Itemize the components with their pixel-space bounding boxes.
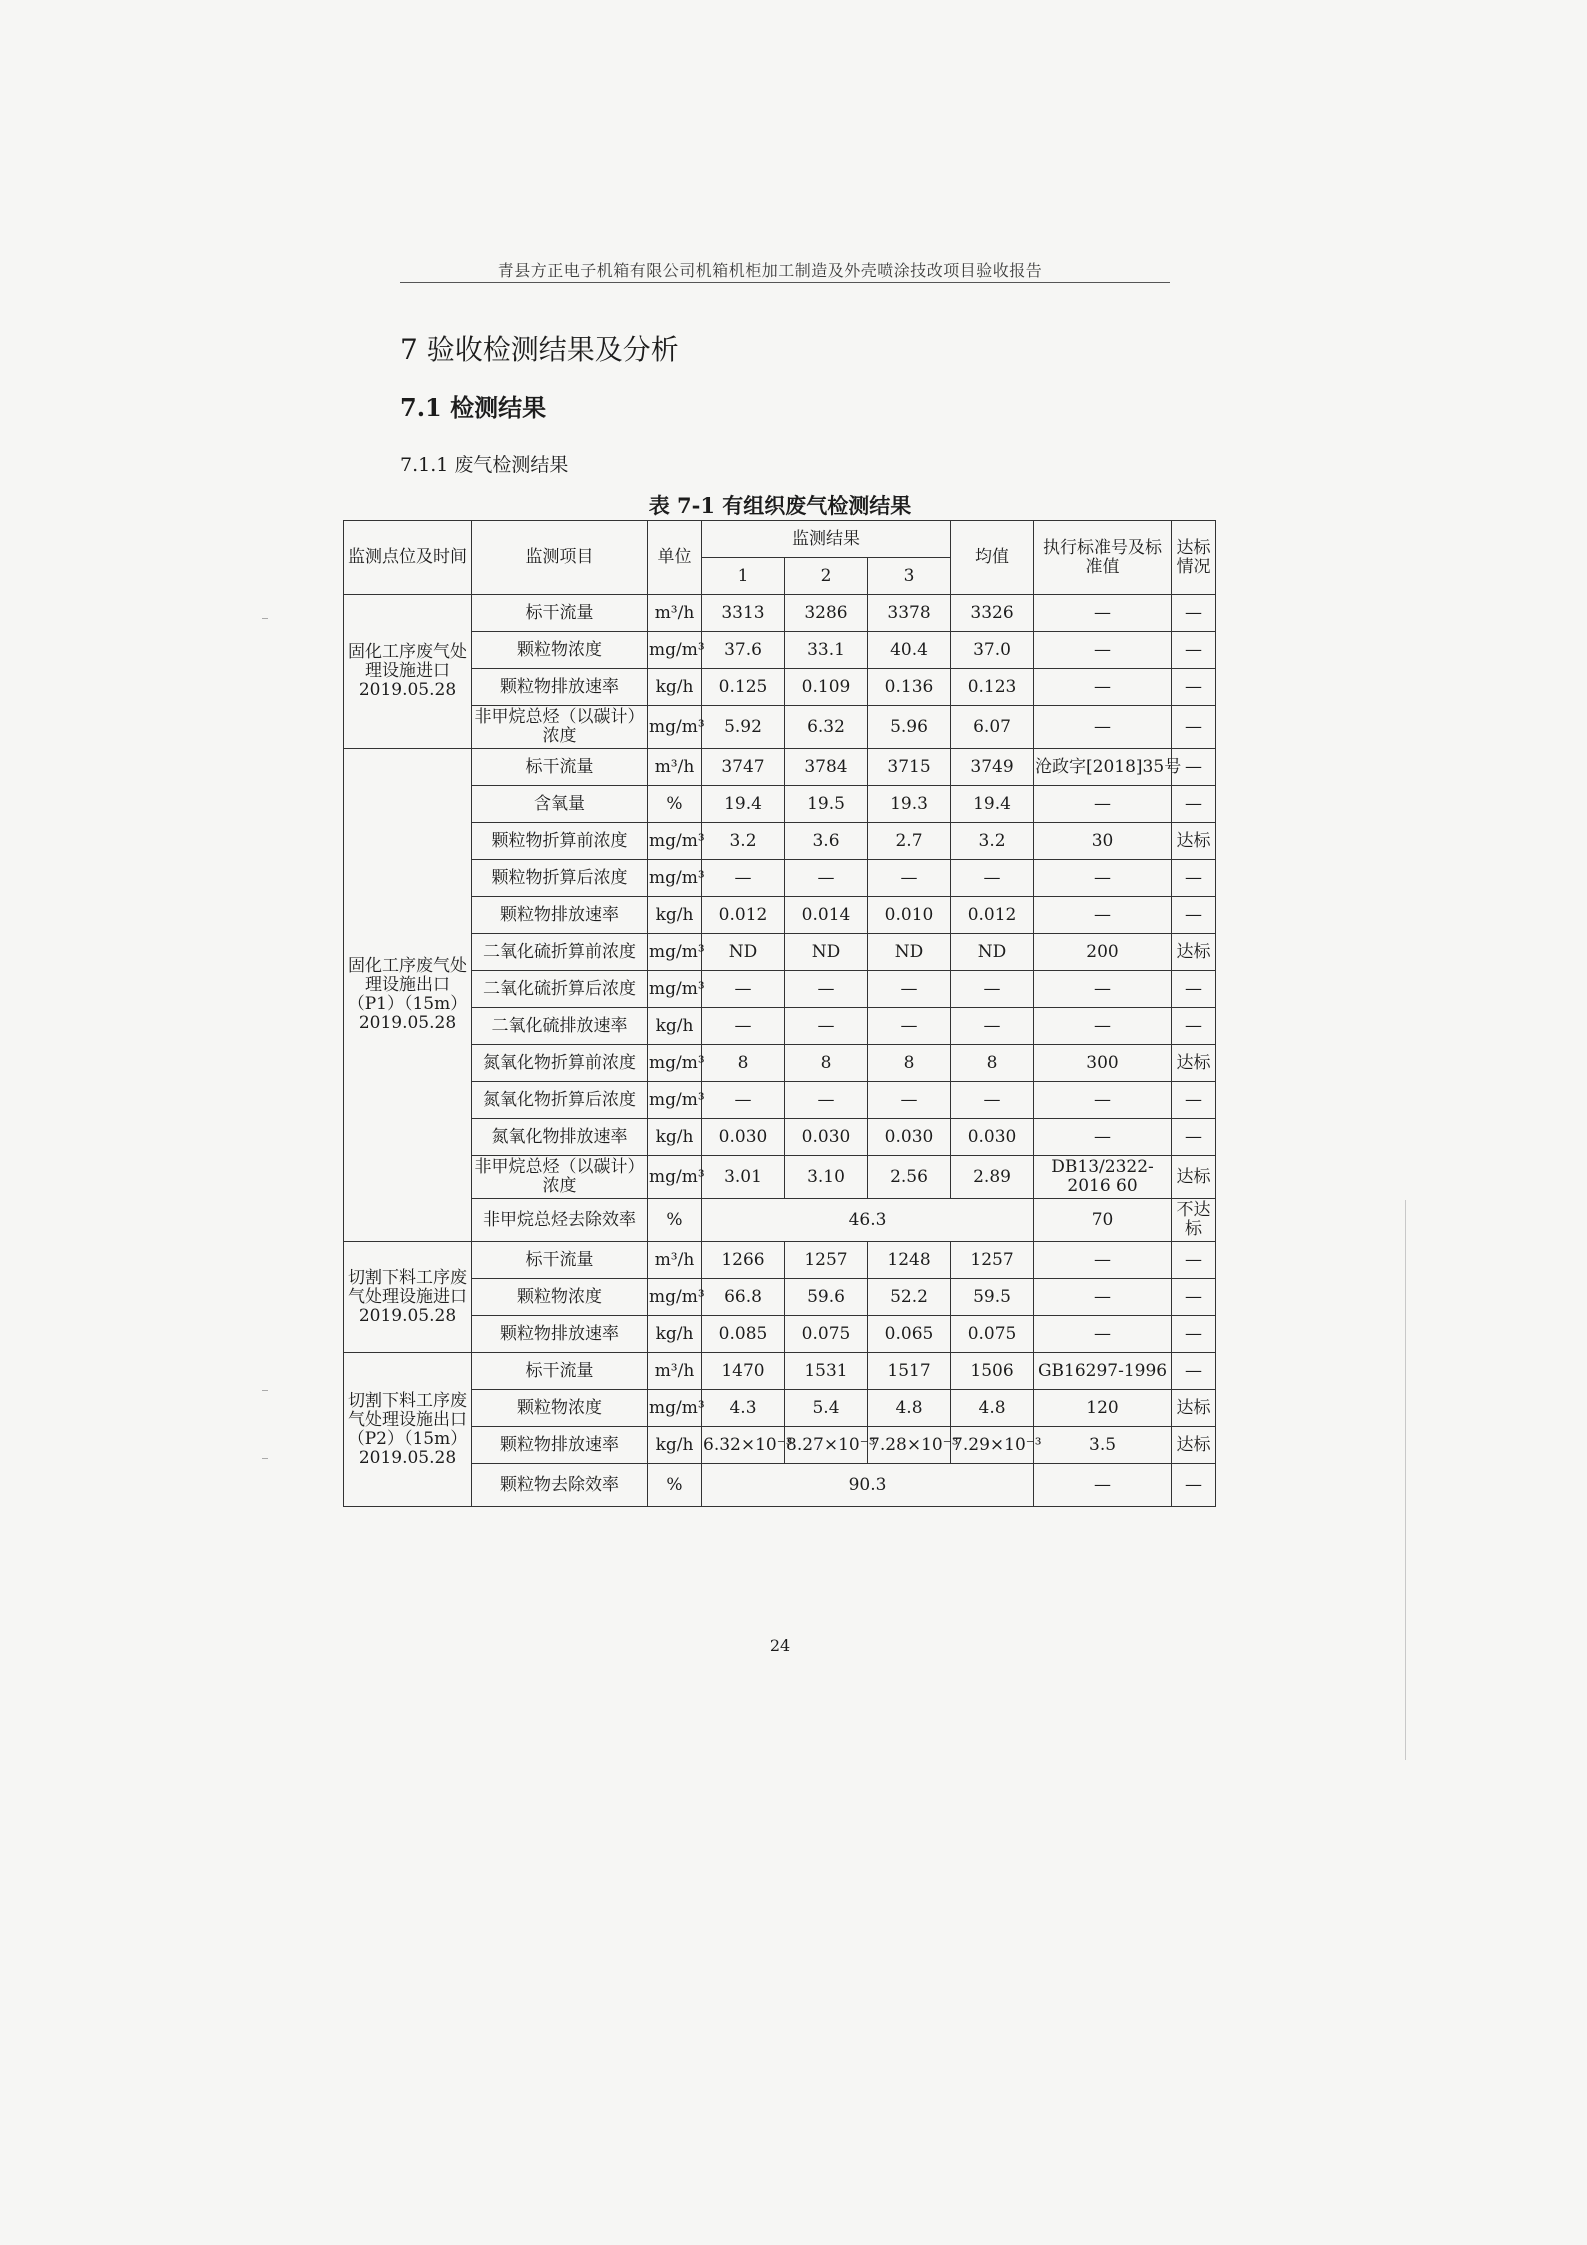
header-standard: 执行标准号及标准值 [1034, 521, 1172, 595]
standard-cell: — [1034, 1316, 1172, 1353]
compliance-cell: — [1172, 669, 1216, 706]
result-3-cell: — [868, 860, 951, 897]
standard-cell: — [1034, 669, 1172, 706]
result-3-cell: 40.4 [868, 632, 951, 669]
result-1-cell: 3.2 [702, 823, 785, 860]
result-1-cell: 3747 [702, 749, 785, 786]
unit-cell: mg/m³ [648, 706, 702, 749]
item-cell: 二氧化硫折算前浓度 [472, 934, 648, 971]
standard-cell: — [1034, 1119, 1172, 1156]
standard-cell: — [1034, 1242, 1172, 1279]
result-1-cell: 1266 [702, 1242, 785, 1279]
average-cell: 59.5 [951, 1279, 1034, 1316]
unit-cell: % [648, 786, 702, 823]
table-row [344, 1082, 1216, 1119]
unit-cell: mg/m³ [648, 1045, 702, 1082]
item-cell: 非甲烷总烃（以碳计）浓度 [472, 706, 648, 749]
location-cell: 切割下料工序废气处理设施进口2019.05.28 [344, 1242, 472, 1353]
header-compliance: 达标情况 [1172, 521, 1216, 595]
unit-cell: kg/h [648, 1427, 702, 1464]
average-cell: ND [951, 934, 1034, 971]
header-location: 监测点位及时间 [344, 521, 472, 595]
result-2-cell: 33.1 [785, 632, 868, 669]
page-number: 24 [769, 1636, 791, 1655]
result-2-cell: ND [785, 934, 868, 971]
result-1-cell: 19.4 [702, 786, 785, 823]
result-2-cell: 3784 [785, 749, 868, 786]
unit-cell: % [648, 1199, 702, 1242]
result-3-cell: 0.030 [868, 1119, 951, 1156]
header-unit: 单位 [648, 521, 702, 595]
header-rule [400, 282, 1170, 283]
compliance-cell: — [1172, 749, 1216, 786]
item-cell: 氮氧化物排放速率 [472, 1119, 648, 1156]
result-2-cell: — [785, 860, 868, 897]
average-cell: 4.8 [951, 1390, 1034, 1427]
result-1-cell: 8 [702, 1045, 785, 1082]
standard-cell: — [1034, 632, 1172, 669]
result-1-cell: 66.8 [702, 1279, 785, 1316]
result-2-cell: 0.075 [785, 1316, 868, 1353]
unit-cell: kg/h [648, 1316, 702, 1353]
average-cell: 3326 [951, 595, 1034, 632]
compliance-cell: — [1172, 1082, 1216, 1119]
average-cell: — [951, 971, 1034, 1008]
result-2-cell: — [785, 1082, 868, 1119]
average-cell: 3749 [951, 749, 1034, 786]
compliance-cell: — [1172, 1119, 1216, 1156]
average-cell: 19.4 [951, 786, 1034, 823]
header-average: 均值 [951, 521, 1034, 595]
standard-cell: — [1034, 1082, 1172, 1119]
compliance-cell: 达标 [1172, 934, 1216, 971]
compliance-cell: — [1172, 1242, 1216, 1279]
unit-cell: mg/m³ [648, 860, 702, 897]
table-row [344, 1242, 1216, 1279]
compliance-cell: — [1172, 897, 1216, 934]
result-2-cell: 8 [785, 1045, 868, 1082]
standard-cell: — [1034, 706, 1172, 749]
result-2-cell: 1257 [785, 1242, 868, 1279]
result-3-cell: 4.8 [868, 1390, 951, 1427]
unit-cell: m³/h [648, 749, 702, 786]
unit-cell: m³/h [648, 1242, 702, 1279]
compliance-cell: 不达标 [1172, 1199, 1216, 1242]
item-cell: 标干流量 [472, 595, 648, 632]
unit-cell: mg/m³ [648, 632, 702, 669]
compliance-cell: — [1172, 595, 1216, 632]
unit-cell: mg/m³ [648, 1279, 702, 1316]
item-cell: 二氧化硫折算后浓度 [472, 971, 648, 1008]
table-row [344, 860, 1216, 897]
item-cell: 含氧量 [472, 786, 648, 823]
compliance-cell: — [1172, 971, 1216, 1008]
average-cell: 7.29×10⁻³ [951, 1427, 1034, 1464]
standard-cell: — [1034, 1279, 1172, 1316]
compliance-cell: 达标 [1172, 1156, 1216, 1199]
table-row [344, 934, 1216, 971]
result-3-cell: 5.96 [868, 706, 951, 749]
subsubsection-title: 7.1.1 废气检测结果 [400, 454, 569, 476]
standard-cell: — [1034, 1008, 1172, 1045]
average-cell: 8 [951, 1045, 1034, 1082]
result-1-cell: 0.125 [702, 669, 785, 706]
standard-cell: — [1034, 786, 1172, 823]
average-cell: 0.123 [951, 669, 1034, 706]
subsection-title: 7.1 检测结果 [400, 393, 547, 422]
item-cell: 颗粒物排放速率 [472, 897, 648, 934]
unit-cell: kg/h [648, 1008, 702, 1045]
compliance-cell: — [1172, 1353, 1216, 1390]
table-row [344, 1464, 1216, 1507]
location-cell: 固化工序废气处理设施出口（P1）（15m）2019.05.28 [344, 749, 472, 1242]
table-row [344, 786, 1216, 823]
result-2-cell: 3.10 [785, 1156, 868, 1199]
average-cell: 1257 [951, 1242, 1034, 1279]
compliance-cell: — [1172, 632, 1216, 669]
unit-cell: % [648, 1464, 702, 1507]
average-cell: — [951, 860, 1034, 897]
standard-cell: 3.5 [1034, 1427, 1172, 1464]
emissions-table [343, 520, 1216, 1507]
result-1-cell: 4.3 [702, 1390, 785, 1427]
standard-cell: 30 [1034, 823, 1172, 860]
page-header: 青县方正电子机箱有限公司机箱机柜加工制造及外壳喷涂技改项目验收报告 [497, 261, 1043, 280]
standard-cell: DB13/2322-2016 60 [1034, 1156, 1172, 1199]
result-1-cell: ND [702, 934, 785, 971]
result-3-cell: ND [868, 934, 951, 971]
result-2-cell: 1531 [785, 1353, 868, 1390]
unit-cell: mg/m³ [648, 823, 702, 860]
table-row [344, 1353, 1216, 1390]
table-row [344, 1156, 1216, 1199]
unit-cell: mg/m³ [648, 1082, 702, 1119]
compliance-cell: — [1172, 1464, 1216, 1507]
unit-cell: m³/h [648, 595, 702, 632]
unit-cell: mg/m³ [648, 1156, 702, 1199]
compliance-cell: — [1172, 1279, 1216, 1316]
unit-cell: kg/h [648, 897, 702, 934]
result-3-cell: — [868, 1082, 951, 1119]
average-cell: 2.89 [951, 1156, 1034, 1199]
compliance-cell: 达标 [1172, 1045, 1216, 1082]
result-3-cell: 52.2 [868, 1279, 951, 1316]
item-cell: 二氧化硫排放速率 [472, 1008, 648, 1045]
merged-result-cell: 46.3 [702, 1199, 1034, 1242]
unit-cell: mg/m³ [648, 1390, 702, 1427]
standard-cell: — [1034, 595, 1172, 632]
table-caption: 表 7-1 有组织废气检测结果 [648, 493, 912, 518]
average-cell: 0.075 [951, 1316, 1034, 1353]
header-results: 监测结果 [702, 521, 951, 558]
standard-cell: — [1034, 971, 1172, 1008]
table-row [344, 1119, 1216, 1156]
item-cell: 氮氧化物折算后浓度 [472, 1082, 648, 1119]
standard-cell: 沧政字[2018]35号 [1034, 749, 1172, 786]
scan-mark [262, 618, 268, 619]
average-cell: 0.012 [951, 897, 1034, 934]
item-cell: 标干流量 [472, 1242, 648, 1279]
compliance-cell: — [1172, 1316, 1216, 1353]
location-cell: 切割下料工序废气处理设施出口（P2）（15m）2019.05.28 [344, 1353, 472, 1507]
table-row [344, 1316, 1216, 1353]
standard-cell: 120 [1034, 1390, 1172, 1427]
result-2-cell: 5.4 [785, 1390, 868, 1427]
standard-cell: GB16297-1996 [1034, 1353, 1172, 1390]
result-3-cell: 2.56 [868, 1156, 951, 1199]
item-cell: 颗粒物排放速率 [472, 1316, 648, 1353]
header-result-2: 2 [785, 558, 868, 595]
result-3-cell: 19.3 [868, 786, 951, 823]
scan-edge-line [1405, 1200, 1406, 1760]
result-3-cell: — [868, 971, 951, 1008]
standard-cell: 70 [1034, 1199, 1172, 1242]
result-1-cell: — [702, 971, 785, 1008]
item-cell: 非甲烷总烃（以碳计）浓度 [472, 1156, 648, 1199]
item-cell: 颗粒物浓度 [472, 1279, 648, 1316]
table-row [344, 1279, 1216, 1316]
result-3-cell: 3715 [868, 749, 951, 786]
average-cell: 6.07 [951, 706, 1034, 749]
table-row [344, 823, 1216, 860]
result-1-cell: 37.6 [702, 632, 785, 669]
result-3-cell: 7.28×10⁻³ [868, 1427, 951, 1464]
average-cell: — [951, 1008, 1034, 1045]
table-row [344, 595, 1216, 632]
result-1-cell: — [702, 1008, 785, 1045]
result-3-cell: 3378 [868, 595, 951, 632]
item-cell: 颗粒物排放速率 [472, 1427, 648, 1464]
average-cell: — [951, 1082, 1034, 1119]
unit-cell: m³/h [648, 1353, 702, 1390]
table-row [344, 749, 1216, 786]
table-row [344, 706, 1216, 749]
result-1-cell: 0.012 [702, 897, 785, 934]
unit-cell: mg/m³ [648, 971, 702, 1008]
result-2-cell: 8.27×10⁻³ [785, 1427, 868, 1464]
standard-cell: — [1034, 1464, 1172, 1507]
table-row [344, 632, 1216, 669]
result-1-cell: 3.01 [702, 1156, 785, 1199]
item-cell: 非甲烷总烃去除效率 [472, 1199, 648, 1242]
location-cell: 固化工序废气处理设施进口2019.05.28 [344, 595, 472, 749]
standard-cell: — [1034, 897, 1172, 934]
item-cell: 颗粒物浓度 [472, 632, 648, 669]
unit-cell: kg/h [648, 1119, 702, 1156]
unit-cell: mg/m³ [648, 934, 702, 971]
table-row [344, 669, 1216, 706]
table-row [344, 1427, 1216, 1464]
result-3-cell: 0.010 [868, 897, 951, 934]
compliance-cell: — [1172, 860, 1216, 897]
result-3-cell: 8 [868, 1045, 951, 1082]
result-3-cell: 1248 [868, 1242, 951, 1279]
header-result-3: 3 [868, 558, 951, 595]
result-3-cell: — [868, 1008, 951, 1045]
result-2-cell: 0.014 [785, 897, 868, 934]
table-row [344, 1390, 1216, 1427]
result-1-cell: 0.030 [702, 1119, 785, 1156]
item-cell: 颗粒物折算后浓度 [472, 860, 648, 897]
item-cell: 标干流量 [472, 1353, 648, 1390]
scan-mark [262, 1390, 268, 1391]
average-cell: 3.2 [951, 823, 1034, 860]
result-1-cell: 1470 [702, 1353, 785, 1390]
average-cell: 37.0 [951, 632, 1034, 669]
section-title: 7 验收检测结果及分析 [400, 333, 679, 366]
table-row [344, 1008, 1216, 1045]
item-cell: 颗粒物折算前浓度 [472, 823, 648, 860]
item-cell: 标干流量 [472, 749, 648, 786]
compliance-cell: — [1172, 786, 1216, 823]
header-result-1: 1 [702, 558, 785, 595]
result-2-cell: 19.5 [785, 786, 868, 823]
result-3-cell: 2.7 [868, 823, 951, 860]
result-1-cell: 6.32×10⁻³ [702, 1427, 785, 1464]
result-1-cell: 5.92 [702, 706, 785, 749]
result-2-cell: 0.030 [785, 1119, 868, 1156]
merged-result-cell: 90.3 [702, 1464, 1034, 1507]
table-row [344, 1045, 1216, 1082]
result-2-cell: — [785, 1008, 868, 1045]
standard-cell: — [1034, 860, 1172, 897]
result-2-cell: 3.6 [785, 823, 868, 860]
item-cell: 颗粒物去除效率 [472, 1464, 648, 1507]
average-cell: 0.030 [951, 1119, 1034, 1156]
result-3-cell: 0.136 [868, 669, 951, 706]
result-1-cell: — [702, 860, 785, 897]
compliance-cell: 达标 [1172, 823, 1216, 860]
item-cell: 氮氧化物折算前浓度 [472, 1045, 648, 1082]
scan-mark [262, 1458, 268, 1459]
standard-cell: 200 [1034, 934, 1172, 971]
result-2-cell: 6.32 [785, 706, 868, 749]
compliance-cell: 达标 [1172, 1427, 1216, 1464]
standard-cell: 300 [1034, 1045, 1172, 1082]
item-cell: 颗粒物浓度 [472, 1390, 648, 1427]
result-3-cell: 0.065 [868, 1316, 951, 1353]
result-1-cell: 0.085 [702, 1316, 785, 1353]
result-3-cell: 1517 [868, 1353, 951, 1390]
compliance-cell: — [1172, 706, 1216, 749]
result-2-cell: 3286 [785, 595, 868, 632]
result-1-cell: — [702, 1082, 785, 1119]
item-cell: 颗粒物排放速率 [472, 669, 648, 706]
compliance-cell: 达标 [1172, 1390, 1216, 1427]
result-2-cell: 59.6 [785, 1279, 868, 1316]
unit-cell: kg/h [648, 669, 702, 706]
result-1-cell: 3313 [702, 595, 785, 632]
table-row [344, 1199, 1216, 1242]
table-row [344, 971, 1216, 1008]
header-item: 监测项目 [472, 521, 648, 595]
table-row [344, 897, 1216, 934]
result-2-cell: — [785, 971, 868, 1008]
table-body [344, 595, 1216, 1507]
result-2-cell: 0.109 [785, 669, 868, 706]
average-cell: 1506 [951, 1353, 1034, 1390]
compliance-cell: — [1172, 1008, 1216, 1045]
